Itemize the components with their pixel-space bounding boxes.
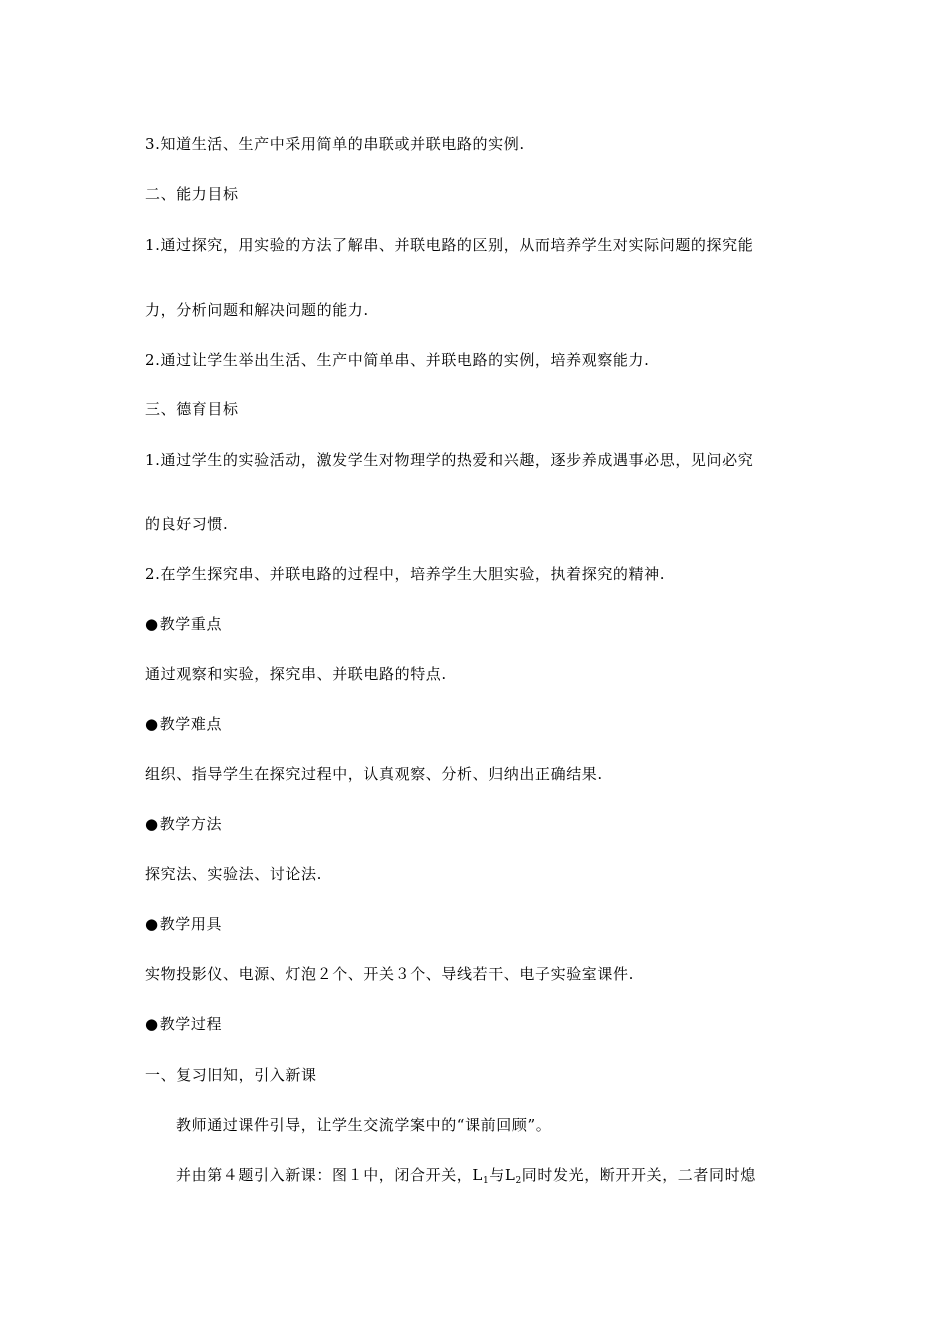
process-heading xyxy=(145,1014,222,1034)
difficulty-text: 组织、指导学生在探究过程中，认真观察、分析、归纳出正确结果. xyxy=(145,765,603,783)
key-point-text: 通过观察和实验，探究串、并联电路的特点. xyxy=(145,665,447,683)
moral-item-1-line-1: 1.通过学生的实验活动，激发学生对物理学的热爱和兴趣，逐步养成遇事必思，见问必究 xyxy=(145,451,754,469)
key-point-heading xyxy=(145,614,222,634)
ability-item-2: 2.通过让学生举出生活、生产中简单串、并联电路的实例，培养观察能力. xyxy=(145,351,650,369)
difficulty-title: 教学难点 xyxy=(159,715,223,733)
tools-title: 教学用具 xyxy=(159,915,223,933)
review-heading: 一、复习旧知，引入新课 xyxy=(145,1066,317,1084)
ability-item-1-line-2: 力，分析问题和解决问题的能力. xyxy=(145,301,369,319)
bullet-icon: ● xyxy=(145,915,159,933)
bullet-icon: ● xyxy=(145,615,159,633)
intro-suffix: 同时发光，断开开关，二者同时熄 xyxy=(521,1166,756,1184)
intro-middle: 与L xyxy=(489,1166,516,1184)
intro-subscript-1: 1 xyxy=(482,1176,490,1186)
intro-subscript-2: 2 xyxy=(515,1176,522,1186)
bullet-icon: ● xyxy=(145,815,159,833)
moral-item-2: 2.在学生探究串、并联电路的过程中，培养学生大胆实验，执着探究的精神. xyxy=(145,565,666,583)
key-point-title: 教学重点 xyxy=(159,615,223,633)
intro-prefix: 并由第４题引入新课：图１中，闭合开关，L xyxy=(176,1166,483,1184)
goal-3-text: 3.知道生活、生产中采用简单的串联或并联电路的实例. xyxy=(145,135,525,153)
method-title: 教学方法 xyxy=(159,815,223,833)
tools-text: 实物投影仪、电源、灯泡２个、开关３个、导线若干、电子实验室课件. xyxy=(145,965,634,983)
review-paragraph: 教师通过课件引导，让学生交流学案中的“课前回顾”。 xyxy=(176,1116,552,1134)
bullet-icon: ● xyxy=(145,715,159,733)
moral-item-1-line-2: 的良好习惯. xyxy=(145,515,229,533)
process-title: 教学过程 xyxy=(159,1015,223,1033)
intro-paragraph xyxy=(176,1165,756,1191)
moral-objective-heading: 三、德育目标 xyxy=(145,400,239,418)
bullet-icon: ● xyxy=(145,1015,159,1033)
tools-heading xyxy=(145,914,222,934)
difficulty-heading xyxy=(145,714,222,734)
ability-item-1-line-1: 1.通过探究，用实验的方法了解串、并联电路的区别，从而培养学生对实际问题的探究能 xyxy=(145,236,754,254)
method-text: 探究法、实验法、讨论法. xyxy=(145,865,322,883)
ability-objective-heading: 二、能力目标 xyxy=(145,185,239,203)
method-heading xyxy=(145,814,222,834)
